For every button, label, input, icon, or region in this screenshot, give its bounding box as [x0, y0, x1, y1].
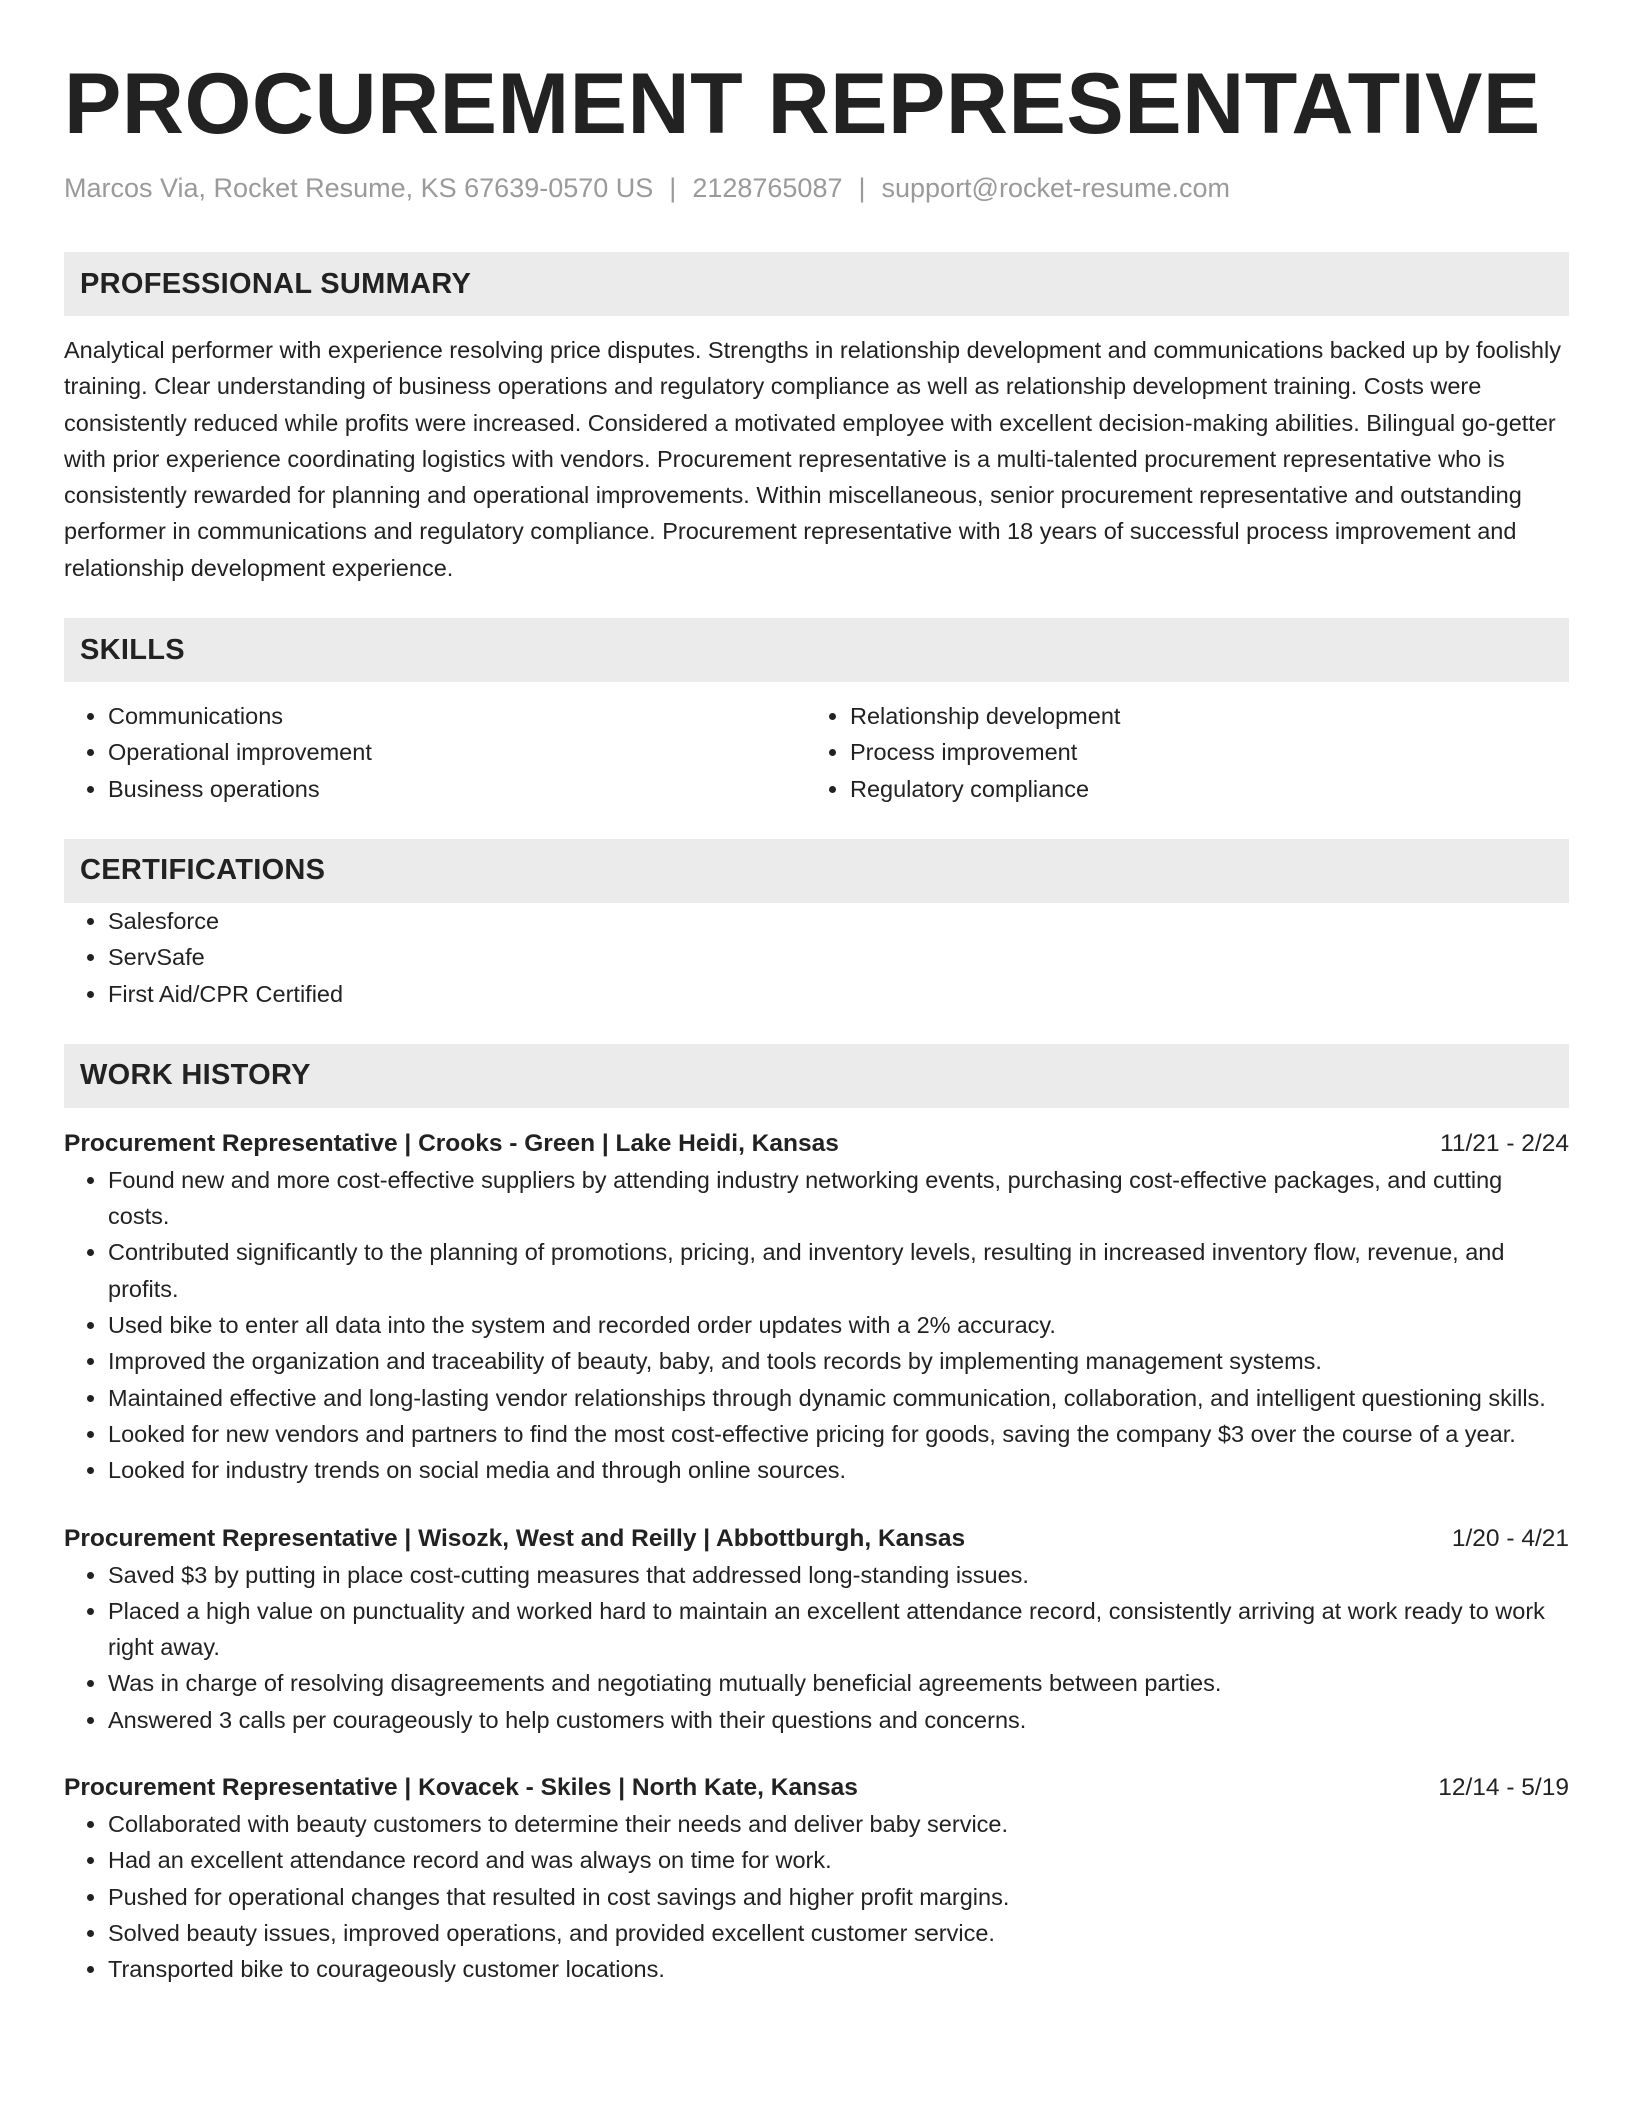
job-bullet: • Found new and more cost-effective suppliers by attending industry networking events, purchasing cost-effective packages, and cutting costs. [108, 1162, 1569, 1235]
contact-line [64, 170, 1569, 206]
contact-separator: | [858, 173, 866, 203]
job-bullet: • Transported bike to courageously customer locations. [108, 1951, 1569, 1987]
job-dates: 12/14 - 5/19 [1438, 1774, 1569, 1802]
job-bullet: • Contributed significantly to the planning of promotions, pricing, and inventory levels, resulting in increased inventory flow, revenue, and profits. [108, 1234, 1569, 1307]
job-entry [64, 1770, 1569, 1987]
skills-list-right [806, 698, 1569, 807]
job-bullet: • Placed a high value on punctuality and worked hard to maintain an excellent attendance record, consistently arriving at work ready to work right away. [108, 1593, 1569, 1666]
section-header-certifications: CERTIFICATIONS [64, 839, 1569, 903]
job-header [64, 1521, 1569, 1557]
job-bullet: • Solved beauty issues, improved operations, and provided excellent customer service. [108, 1915, 1569, 1951]
contact-separator: | [669, 173, 677, 203]
section-header-summary: PROFESSIONAL SUMMARY [64, 252, 1569, 316]
job-bullet: • Maintained effective and long-lasting vendor relationships through dynamic communication, collaboration, and intelligent questioning skills. [108, 1380, 1569, 1416]
certification-item: • ServSafe [108, 939, 1569, 975]
certifications-list [64, 903, 1569, 1012]
job-bullets [64, 1806, 1569, 1987]
certification-item: • Salesforce [108, 903, 1569, 939]
skill-item: • Operational improvement [108, 734, 806, 770]
job-bullet: • Looked for new vendors and partners to find the most cost-effective pricing for goods, saving the company $3 over the course of a year. [108, 1416, 1569, 1452]
job-bullets [64, 1557, 1569, 1738]
section-header-work-history: WORK HISTORY [64, 1044, 1569, 1108]
certification-item: • First Aid/CPR Certified [108, 976, 1569, 1012]
skill-item: • Regulatory compliance [850, 771, 1569, 807]
job-bullet: • Had an excellent attendance record and was always on time for work. [108, 1842, 1569, 1878]
skills-grid [64, 698, 1569, 807]
resume-title: PROCUREMENT REPRESENTATIVE [64, 56, 1541, 152]
job-entry [64, 1126, 1569, 1489]
job-bullet: • Was in charge of resolving disagreements and negotiating mutually beneficial agreements between parties. [108, 1665, 1569, 1701]
job-title: Procurement Representative | Crooks - Green | Lake Heidi, Kansas [64, 1129, 839, 1157]
skill-item: • Business operations [108, 771, 806, 807]
job-bullet: • Saved $3 by putting in place cost-cutting measures that addressed long-standing issues. [108, 1557, 1569, 1593]
job-bullet: • Used bike to enter all data into the system and recorded order updates with a 2% accuracy. [108, 1307, 1569, 1343]
job-dates: 1/20 - 4/21 [1451, 1524, 1569, 1552]
job-header [64, 1770, 1569, 1806]
job-entry [64, 1521, 1569, 1738]
job-bullet: • Collaborated with beauty customers to determine their needs and deliver baby service. [108, 1806, 1569, 1842]
job-title: Procurement Representative | Wisozk, West and Reilly | Abbottburgh, Kansas [64, 1524, 966, 1552]
skill-item: • Communications [108, 698, 806, 734]
job-bullet: • Pushed for operational changes that resulted in cost savings and higher profit margins. [108, 1879, 1569, 1915]
contact-phone: 2128765087 [692, 173, 843, 203]
job-header [64, 1126, 1569, 1162]
summary-text: Analytical performer with experience resolving price disputes. Strengths in relationship development and communications backed up by foolishly training. Clear understanding of business operations and regulatory compliance as well as relationship development training. Costs were consistently reduced while profits were increased. Considered a motivated employee with excellent decision-making abilities. Bilingual go-getter with prior experience coordinating logistics with vendors. Procurement representative is a multi-talented procurement representative who is consistently rewarded for planning and operational improvements. Within miscellaneous, senior procurement representative and outstanding performer in communications and regulatory compliance. Procurement representative with 18 years of successful process improvement and relationship development experience. [64, 337, 1561, 581]
job-title: Procurement Representative | Kovacek - Skiles | North Kate, Kansas [64, 1774, 858, 1802]
job-bullets [64, 1162, 1569, 1489]
job-bullet: • Improved the organization and traceability of beauty, baby, and tools records by implementing management systems. [108, 1343, 1569, 1379]
skill-item: • Process improvement [850, 734, 1569, 770]
contact-address: Marcos Via, Rocket Resume, KS 67639-0570 US [64, 173, 654, 203]
job-bullet: • Answered 3 calls per courageously to help customers with their questions and concerns. [108, 1702, 1569, 1738]
job-dates: 11/21 - 2/24 [1440, 1129, 1569, 1157]
job-bullet: • Looked for industry trends on social media and through online sources. [108, 1452, 1569, 1488]
contact-email: support@rocket-resume.com [881, 173, 1231, 203]
skills-list-left [64, 698, 806, 807]
section-header-skills: SKILLS [64, 618, 1569, 682]
skill-item: • Relationship development [850, 698, 1569, 734]
